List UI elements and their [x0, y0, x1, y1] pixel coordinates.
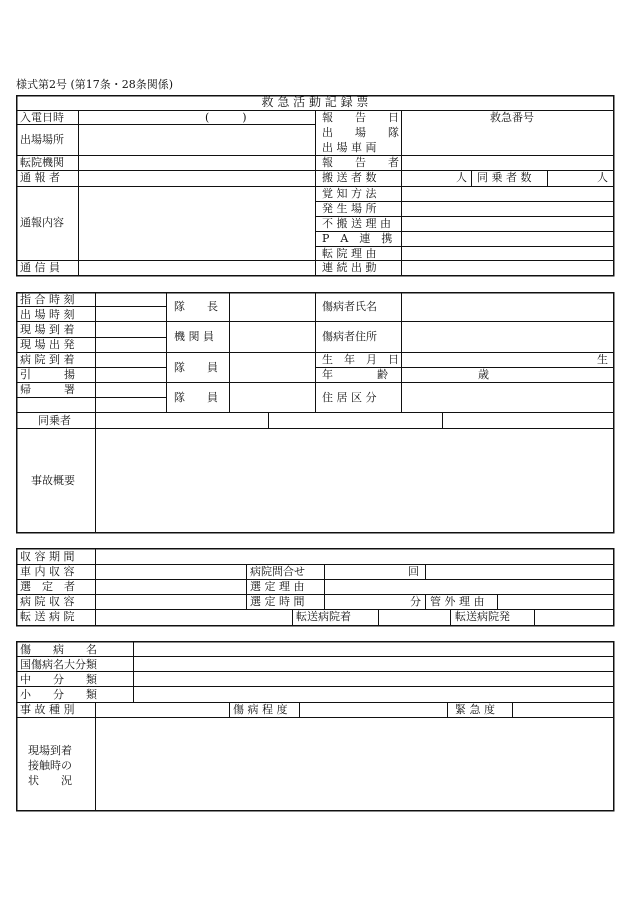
label-passenger: 同乗者 [38, 414, 71, 427]
label-patient-name: 傷病者氏名 [322, 300, 377, 313]
label-summary: 事故概要 [31, 474, 75, 487]
label-report-date: 報 告 日 [322, 111, 399, 124]
unit-person-2: 人 [597, 171, 608, 184]
label-captain: 隊 長 [174, 300, 218, 313]
label-pa: P A 連 携 [322, 232, 393, 245]
label-age: 年 齢 [322, 368, 388, 381]
label-transport-count: 搬 送 者 数 [322, 171, 377, 184]
unit-times: 回 [408, 565, 419, 578]
label-comm: 通 信 員 [20, 261, 60, 274]
label-call-time: 入電日時 [20, 111, 64, 124]
label-in-vehicle: 車 内 収 容 [20, 565, 75, 578]
call-time-paren: ( ) [205, 111, 247, 124]
label-residence: 住 居 区 分 [322, 391, 377, 404]
label-arrival: 現 場 到 着 [20, 323, 75, 336]
label-dispatch-vehicle: 出 場 車 両 [322, 141, 377, 154]
label-selector: 選 定 者 [20, 580, 75, 593]
label-command-time: 指 合 時 刻 [20, 293, 75, 306]
label-urgency: 緊 急 度 [455, 703, 495, 716]
label-awareness: 覚 知 方 法 [322, 187, 377, 200]
form-title: 救 急 活 動 記 録 票 [261, 95, 369, 109]
label-dispatch-place: 出場場所 [20, 133, 64, 146]
unit-minutes: 分 [410, 595, 421, 608]
unit-person-1: 人 [456, 171, 467, 184]
label-consecutive: 連 続 出 動 [322, 261, 377, 274]
label-selection-time: 選 定 時 間 [250, 595, 305, 608]
form-caption: 様式第2号 (第17条・28条関係) [16, 78, 174, 91]
label-transfer-arrival: 転送病院着 [296, 610, 351, 623]
label-member-2: 隊 員 [174, 391, 218, 404]
label-member-1: 隊 員 [174, 361, 218, 374]
label-engineer: 機 関 員 [174, 330, 214, 343]
label-dispatch-time: 出 場 時 刻 [20, 308, 75, 321]
label-admission-period: 収 容 期 間 [20, 550, 75, 563]
label-hospital-admission: 病 院 収 容 [20, 595, 75, 608]
label-scene-line-3: 状 況 [28, 774, 72, 787]
label-return: 帰 署 [20, 383, 75, 396]
label-occur-place: 発 生 場 所 [322, 202, 377, 215]
label-transfer-reason: 転 院 理 由 [322, 247, 377, 260]
label-patient-address: 傷病者住所 [322, 330, 377, 343]
label-transfer-depart: 転送病院発 [455, 610, 510, 623]
label-middle-class: 中 分 類 [20, 673, 97, 686]
label-depart-scene: 現 場 出 発 [20, 338, 75, 351]
label-reporter: 通 報 者 [20, 171, 60, 184]
label-accident-type: 事 故 種 別 [20, 703, 75, 716]
label-no-transport: 不 搬 送 理 由 [322, 217, 391, 230]
label-hospital-inquiry: 病院問合せ [250, 565, 305, 578]
label-passenger-count: 同 乗 者 数 [477, 171, 532, 184]
label-injury-name: 傷 病 名 [20, 643, 97, 656]
label-out-of-area: 管 外 理 由 [430, 595, 485, 608]
label-transfer-hospital: 転 送 病 院 [20, 610, 75, 623]
label-report-content: 通報内容 [20, 216, 64, 229]
label-scene-line-1: 現場到着 [28, 744, 72, 757]
label-birthdate: 生 年 月 日 [322, 353, 399, 366]
label-selection-reason: 選 定 理 由 [250, 580, 305, 593]
label-ambulance-no: 救急番号 [490, 111, 534, 124]
label-national-major: 国傷病名大分類 [20, 658, 97, 671]
label-dispatch-unit: 出 場 隊 [322, 126, 399, 139]
label-transfer-org: 転院機関 [20, 156, 64, 169]
birth-suffix: 生 [597, 353, 608, 366]
label-small-class: 小 分 類 [20, 688, 97, 701]
label-withdraw: 引 揚 [20, 368, 75, 381]
label-scene-line-2: 接触時の [28, 759, 72, 772]
age-unit: 歳 [478, 368, 489, 381]
label-severity: 傷 病 程 度 [233, 703, 288, 716]
label-report-person: 報 告 者 [322, 156, 399, 169]
label-hospital-arrival: 病 院 到 着 [20, 353, 75, 366]
